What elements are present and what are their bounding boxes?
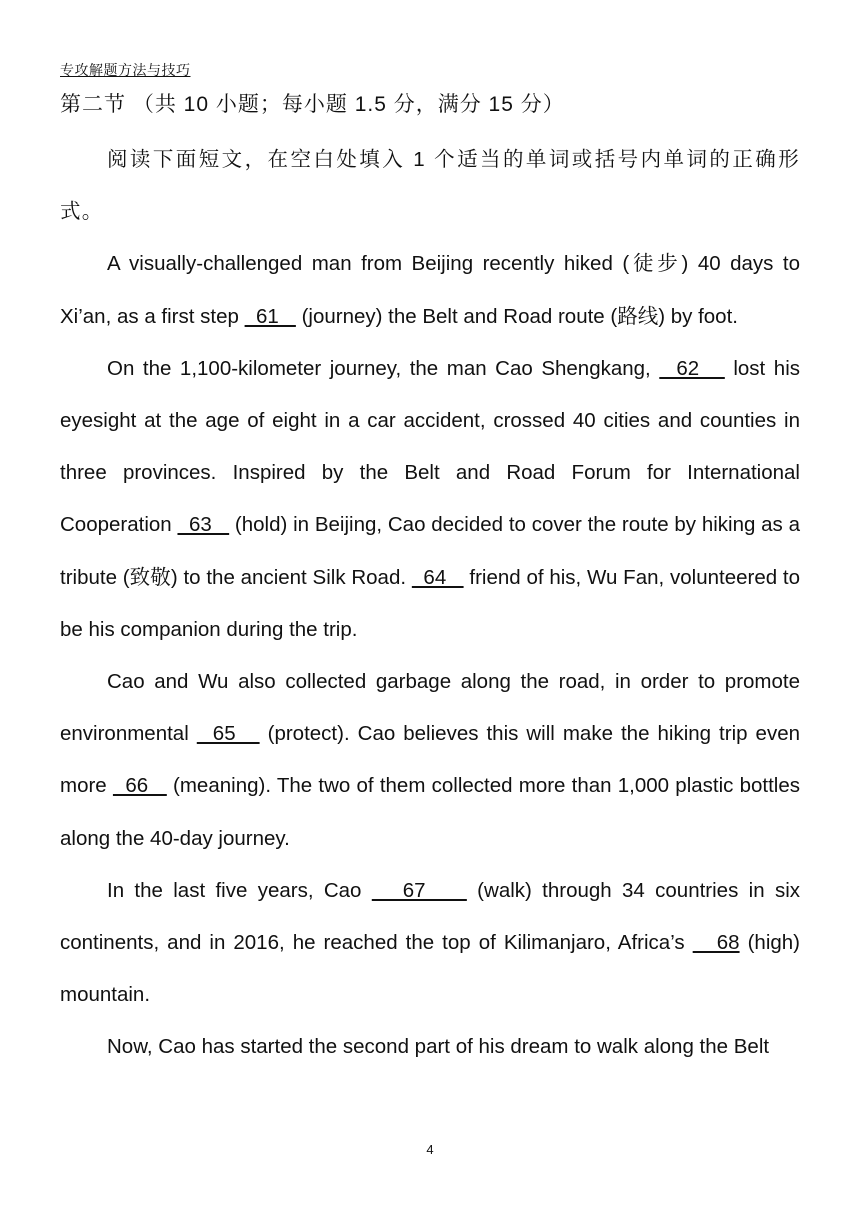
- passage-text: (walk) through 34 countries in six continents, and in 2016, he reached the top of Kilimanjaro, Africa’s: [60, 878, 800, 955]
- passage-paragraph: [60, 1021, 800, 1073]
- answer-blank-65: 65: [196, 722, 260, 746]
- instruction-text: 阅读下面短文，在空白处填入 1 个适当的单词或括号内单词的正确形式。: [60, 148, 800, 224]
- answer-blank-61: 61: [244, 304, 296, 328]
- passage-text: On the 1,100-kilometer journey, the man Cao Shengkang,: [107, 356, 660, 380]
- passage-text: (hold) in Beijing, Cao decided to cover the route by hiking as a tribute (致敬) to the ancient Silk Road.: [60, 513, 800, 589]
- passage-text: (protect). Cao believes this will make the hiking trip even more: [60, 722, 800, 798]
- answer-blank-67: 67: [371, 878, 467, 902]
- passage-text: A visually-challenged man from Beijing recently hiked (徒步) 40 days to Xi’an, as a first step: [60, 252, 800, 328]
- passage-text: (meaning). The two of them collected more than 1,000 plastic bottles along the 40-day journey.: [60, 774, 801, 850]
- passage-paragraphs: [60, 238, 800, 1073]
- passage-text: Cao and Wu also collected garbage along the road, in order to promote environmental: [60, 670, 800, 746]
- passage-body: [60, 134, 800, 1074]
- passage-text: friend of his, Wu Fan, volunteered to be his companion during the trip.: [60, 565, 801, 641]
- passage-text: lost his eyesight at the age of eight in a car accident, crossed 40 cities and counties in three provinces. Inspired by the Belt and Road Forum for International Cooperation: [60, 356, 801, 537]
- passage-text: Now, Cao has started the second part of his dream to walk along the Belt: [107, 1035, 770, 1059]
- answer-blank-62: 62: [659, 356, 725, 380]
- passage-text: (journey) the Belt and Road route (路线) by foot.: [295, 304, 738, 328]
- answer-blank-66: 66: [112, 774, 167, 798]
- answer-blank-63: 63: [177, 513, 230, 537]
- passage-paragraph: [60, 865, 800, 1022]
- answer-blank-64: 64: [411, 565, 464, 589]
- passage-paragraph: [60, 238, 800, 342]
- page-number: 4: [426, 1142, 434, 1157]
- header-label: 专攻解题方法与技巧: [60, 62, 191, 78]
- answer-blank-68: 68: [692, 931, 740, 955]
- section-title: 第二节 （共 10 小题；每小题 1.5 分，满分 15 分）: [60, 93, 565, 116]
- passage-text: In the last five years, Cao: [107, 878, 372, 902]
- passage-paragraph: [60, 343, 800, 656]
- passage-text: (high) mountain.: [60, 931, 800, 1007]
- passage-paragraph: [60, 656, 800, 865]
